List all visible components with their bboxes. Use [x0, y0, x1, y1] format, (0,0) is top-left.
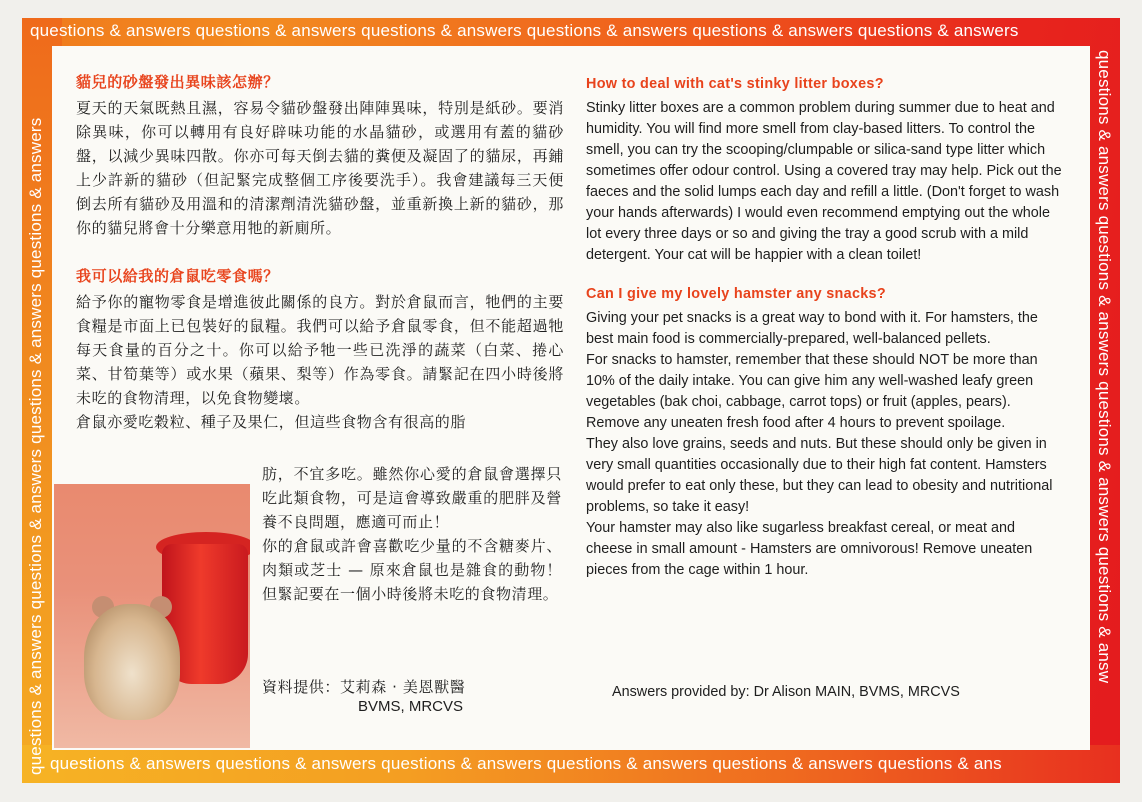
- en-q2-p4: Your hamster may also like sugarless breakfast cereal, or meat and cheese in small amount - Hamsters are omnivorous! Remove uneaten pieces from the cage within 1 hour.: [586, 520, 1033, 578]
- zh-q2-body2-rest: 肪，不宜多吃。雖然你心愛的倉鼠會選擇只吃此類食物，可是這會導致嚴重的肥胖及營養不良問題，應適可而止！: [262, 465, 562, 531]
- zh-q2-body2-intro: 倉鼠亦愛吃穀粒、種子及果仁，但這些食物含有很高的脂: [76, 413, 467, 431]
- english-column: [586, 74, 1062, 581]
- zh-q1-title: 貓兒的砂盤發出異味該怎辦？: [76, 73, 279, 91]
- band-bottom-text: questions & answers questions & answers questions & answers questions & answers questions & answers questions & ans: [50, 754, 1002, 773]
- zh-credit-line2: BVMS, MRCVS: [358, 698, 464, 715]
- hamster-photo: [54, 484, 250, 748]
- en-q2-title: Can I give my lovely hamster any snacks?: [586, 286, 886, 302]
- en-q1-body: Stinky litter boxes are a common problem during summer due to heat and humidity. You will find more smell from clay-based litters. To control the smell, you can try the scooping/clumpable or silica-sand type litter which sometimes offer odour control. Using a covered tray may help. Pick out the faeces and the solid lumps each day and refill a little. (Don't forget to wash your hands afterwards) I would even recommend emptying out the whole lot every three days or so and giving the tray a good scrub with a mild detergent. Your cat will be happier with a clean toilet!: [586, 100, 1062, 263]
- band-right-text: questions & answers questions & answers questions & answers questions & answ: [1095, 50, 1114, 684]
- zh-q2-title: 我可以給我的倉鼠吃零食嗎？: [76, 267, 279, 285]
- zh-q2-body3: 你的倉鼠或許會喜歡吃少量的不含糖麥片、肉類或芝士 — 原來倉鼠也是雜食的動物！但緊記要在一個小時後將未吃的食物清理。: [262, 537, 562, 603]
- zh-q1-body: 夏天的天氣既熱且濕，容易令貓砂盤發出陣陣異味，特別是紙砂。要消除異味，你可以轉用有良好辟味功能的水晶貓砂，或選用有蓋的貓砂盤，以減少異味四散。你亦可每天倒去貓的糞便及凝固了的貓尿，再鋪上少許新的貓砂（但記緊完成整個工序後要洗手）。我會建議每三天便倒去所有貓砂及用溫和的清潔劑清洗貓砂盤，並重新換上新的貓砂，那你的貓兒將會十分樂意用牠的新廁所。: [76, 99, 564, 237]
- en-q1-title: How to deal with cat's stinky litter boxes?: [586, 76, 884, 92]
- chinese-float-text: [262, 462, 562, 606]
- chinese-column: [76, 70, 564, 434]
- en-q2-p1: Giving your pet snacks is a great way to bond with it. For hamsters, the best main food is commercially-prepared, well-balanced pellets.: [586, 310, 1038, 347]
- zh-q2-body: 給予你的寵物零食是增進彼此關係的良方。對於倉鼠而言，牠們的主要食糧是市面上已包裝好的鼠糧。我們可以給予倉鼠零食，但不能超過牠每天食量的百分之十。你可以給予牠一些已洗淨的蔬菜（白菜、捲心菜、甘筍葉等）或水果（蘋果、梨等）作為零食。請緊記在四小時後將未吃的食物清理，以免食物變壞。: [76, 293, 564, 407]
- band-top-text: questions & answers questions & answers questions & answers questions & answers questions & answers questions & answers: [30, 21, 1019, 40]
- hamster: [84, 604, 180, 720]
- en-q2-p3: They also love grains, seeds and nuts. But these should only be given in very small quantities occasionally due to their high fat content. Hamsters would prefer to eat only these, but they can lead to obesity and nutritional problems, so take it easy!: [586, 436, 1053, 515]
- en-q2-p2: For snacks to hamster, remember that these should NOT be more than 10% of the daily intake. You can give him any well-washed leafy green vegetables (bak choi, cabbage, carrot tops) or fruit (apples, pears). Remove any uneaten fresh food after 4 hours to prevent spoilage.: [586, 352, 1038, 431]
- en-credit: Answers provided by: Dr Alison MAIN, BVMS, MRCVS: [612, 684, 960, 700]
- band-left-text: questions & answers questions & answers questions & answers questions & answers: [26, 117, 45, 775]
- zh-credit-line1: 資料提供：艾莉森 · 美恩獸醫: [262, 678, 466, 696]
